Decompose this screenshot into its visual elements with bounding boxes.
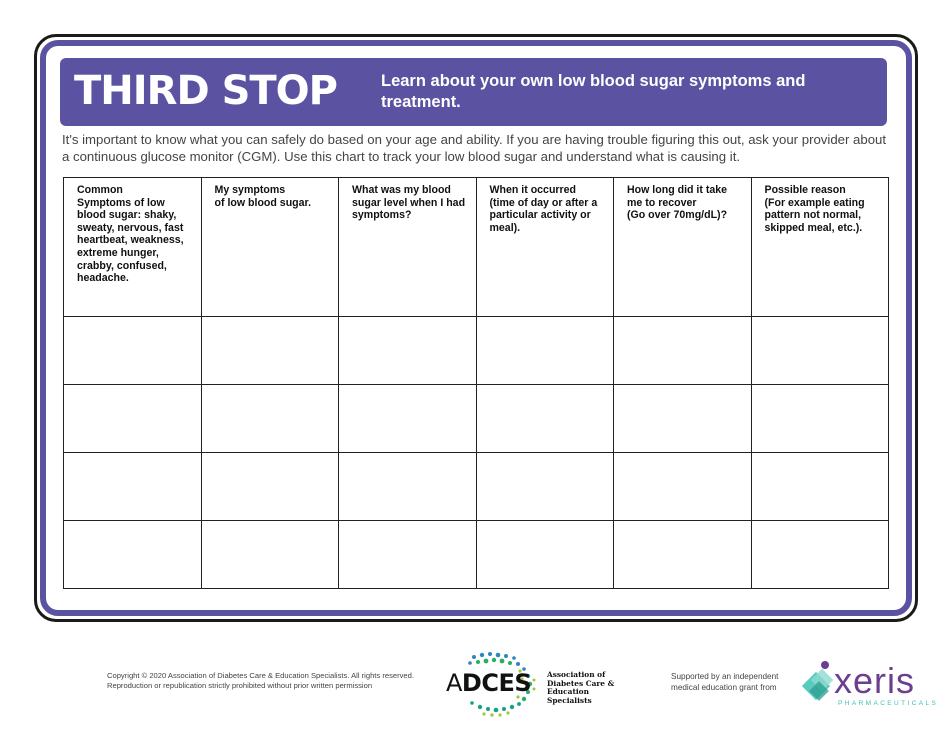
table-cell[interactable] (751, 385, 889, 453)
table-cell[interactable] (64, 521, 202, 589)
table-cell[interactable] (476, 385, 614, 453)
table-cell[interactable] (476, 453, 614, 521)
table-cell[interactable] (614, 317, 752, 385)
table-cell[interactable] (751, 521, 889, 589)
column-header-when-occurred: When it occurred (time of day or after a particular activity or meal). (476, 178, 614, 317)
table-cell[interactable] (751, 453, 889, 521)
table-cell[interactable] (339, 385, 477, 453)
table-cell[interactable] (64, 453, 202, 521)
table-cell[interactable] (339, 317, 477, 385)
grant-support-text: Supported by an independent medical education grant from (671, 672, 779, 692)
chart-header-row (64, 178, 889, 317)
table-cell[interactable] (614, 385, 752, 453)
table-cell[interactable] (614, 453, 752, 521)
table-cell[interactable] (201, 317, 339, 385)
table-row (64, 521, 889, 589)
adces-tagline: Association of Diabetes Care & Education Specialists (547, 670, 615, 705)
copyright-notice: Copyright © 2020 Association of Diabetes Care & Education Specialists. All rights reserved. Reproduction or republication strictly prohibited without prior written permission (107, 671, 414, 690)
page-title: THIRD STOP (74, 68, 337, 114)
table-cell[interactable] (64, 317, 202, 385)
column-header-common-symptoms: Common Symptoms of low blood sugar: shaky, sweaty, nervous, fast heartbeat, weakness, extreme hunger, crabby, confused, headache. (64, 178, 202, 317)
table-cell[interactable] (751, 317, 889, 385)
table-cell[interactable] (64, 385, 202, 453)
xeris-logo (800, 660, 939, 710)
adces-letters-dces: DCES (461, 669, 532, 697)
table-row (64, 453, 889, 521)
symptom-tracking-chart (63, 177, 889, 589)
table-cell[interactable] (476, 317, 614, 385)
xeris-subtitle: PHARMACEUTICALS (838, 700, 939, 707)
table-row (64, 317, 889, 385)
table-row (64, 385, 889, 453)
page-subtitle: Learn about your own low blood sugar symptoms and treatment. (381, 72, 806, 111)
table-cell[interactable] (339, 453, 477, 521)
column-header-my-symptoms: My symptoms of low blood sugar. (201, 178, 339, 317)
column-header-blood-sugar-level: What was my blood sugar level when I had symptoms? (339, 178, 477, 317)
table-cell[interactable] (201, 453, 339, 521)
table-cell[interactable] (201, 385, 339, 453)
column-header-possible-reason: Possible reason (For example eating pattern not normal, skipped meal, etc.). (751, 178, 889, 317)
xeris-wordmark: xeris (834, 660, 916, 701)
table-cell[interactable] (339, 521, 477, 589)
adces-logo (444, 651, 644, 717)
table-cell[interactable] (614, 521, 752, 589)
column-header-recovery-time: How long did it take me to recover (Go over 70mg/dL)? (614, 178, 752, 317)
header-banner (60, 58, 887, 126)
adces-wordmark (446, 669, 531, 697)
table-cell[interactable] (201, 521, 339, 589)
adces-letter-a: A (446, 669, 462, 697)
table-cell[interactable] (476, 521, 614, 589)
intro-text: It's important to know what you can safely do based on your age and ability. If you are having trouble figuring this out, ask your provider about a continuous glucose monitor (CGM). Use this chart to track your low blood sugar and understand what is causing it. (62, 132, 887, 164)
